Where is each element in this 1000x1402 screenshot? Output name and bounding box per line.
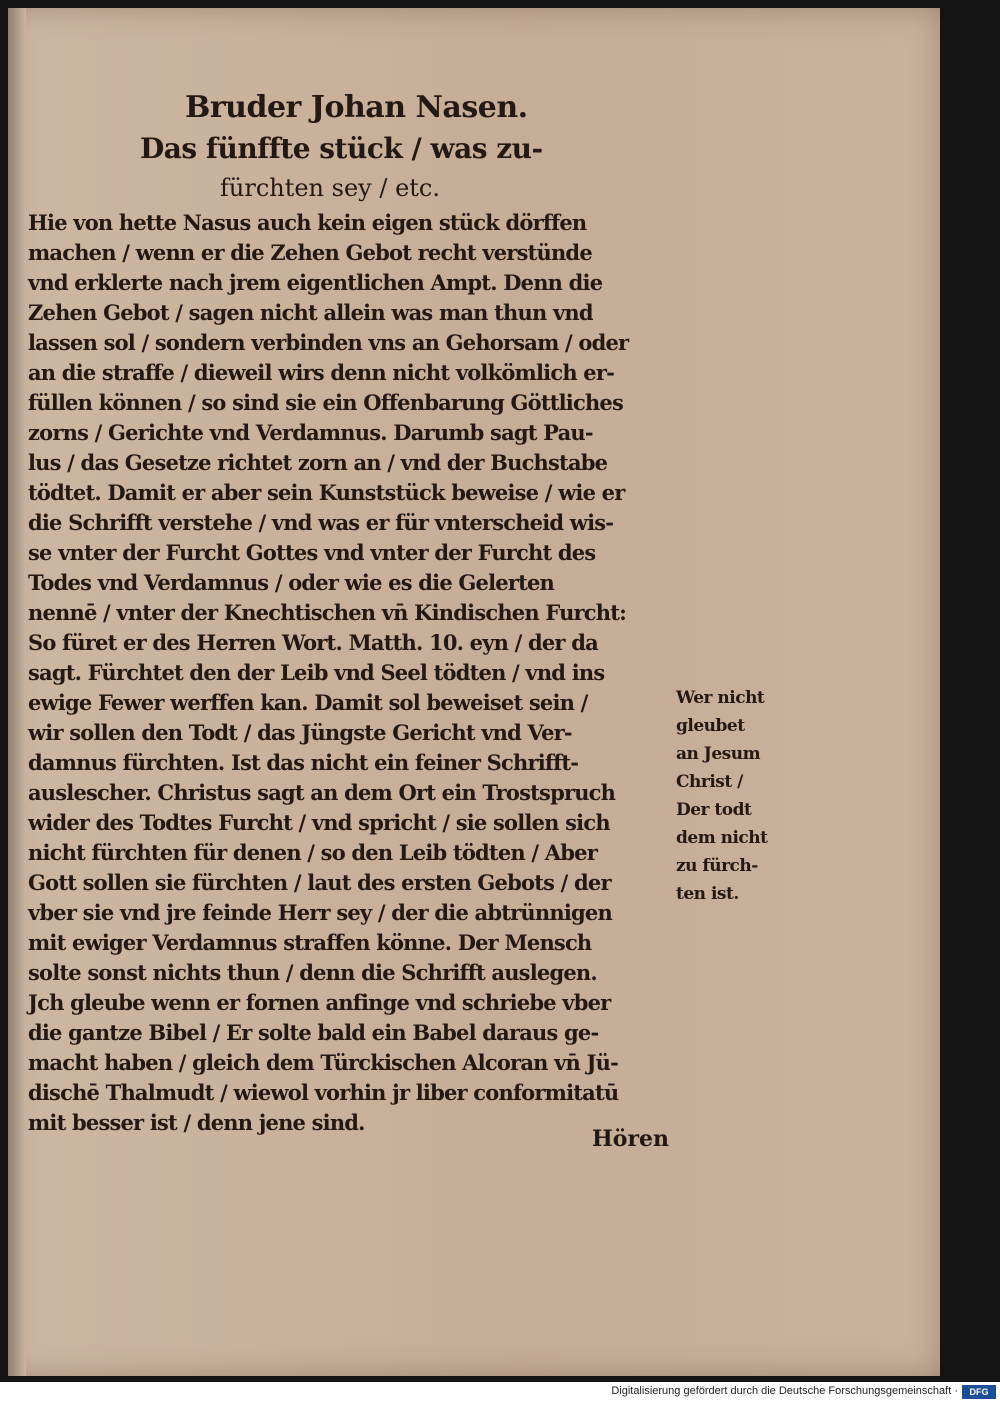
margin-note-line: gleubet [676, 716, 745, 736]
margin-note-line: an Jesum [676, 744, 761, 764]
body-line: tödtet. Damit er aber sein Kunststück beweise / wie er [28, 480, 625, 505]
body-line: sagt. Fürchtet den der Leib vnd Seel tödten / vnd ins [28, 660, 605, 685]
body-line: ewige Fewer werffen kan. Damit sol beweiset sein / [28, 690, 588, 715]
body-line: machen / wenn er die Zehen Gebot recht verstünde [28, 240, 592, 265]
section-heading-line-1: Das fünffte stück / was zu- [140, 132, 543, 165]
section-heading-line-2: fürchten sey / etc. [220, 174, 440, 202]
body-line: damnus fürchten. Ist das nicht ein feiner Schrifft- [28, 750, 579, 775]
margin-note-line: dem nicht [676, 828, 768, 848]
body-line: füllen können / so sind sie ein Offenbarung Göttliches [28, 390, 624, 415]
margin-note-line: Der todt [676, 800, 752, 820]
body-line: So füret er des Herren Wort. Matth. 10. eyn / der da [28, 630, 598, 655]
page-gutter-edge [8, 8, 26, 1376]
body-line: nicht fürchten für denen / so den Leib tödten / Aber [28, 840, 597, 865]
body-line: vnd erklerte nach jrem eigentlichen Ampt. Denn die [28, 270, 603, 295]
body-line: vber sie vnd jre feinde Herr sey / der die abtrünnigen [28, 900, 612, 925]
body-line: se vnter der Furcht Gottes vnd vnter der Furcht des [28, 540, 596, 565]
catchword: Hören [592, 1126, 670, 1152]
body-line: Hie von hette Nasus auch kein eigen stück dörffen [28, 210, 587, 235]
body-line: mit ewiger Verdamnus straffen könne. Der Mensch [28, 930, 592, 955]
margin-note-line: zu fürch- [676, 856, 758, 876]
body-line: nennē / vnter der Knechtischen vn̄ Kindischen Furcht: [28, 600, 627, 625]
funding-footer [0, 1382, 1000, 1402]
body-line: macht haben / gleich dem Türckischen Alcoran vn̄ Jü- [28, 1050, 619, 1075]
margin-note-line: Wer nicht [676, 688, 765, 708]
funding-notice: Digitalisierung gefördert durch die Deutsche Forschungsgemeinschaft · [611, 1385, 958, 1397]
running-header: Bruder Johan Nasen. [185, 90, 528, 125]
body-line: zorns / Gerichte vnd Verdamnus. Darumb sagt Pau- [28, 420, 593, 445]
body-line: Gott sollen sie fürchten / laut des ersten Gebots / der [28, 870, 611, 895]
body-line: Zehen Gebot / sagen nicht allein was man thun vnd [28, 300, 593, 325]
body-line: lus / das Gesetze richtet zorn an / vnd der Buchstabe [28, 450, 608, 475]
body-line: wider des Todtes Furcht / vnd spricht / sie sollen sich [28, 810, 610, 835]
body-line: die Schrifft verstehe / vnd was er für vnterscheid wis- [28, 510, 614, 535]
body-line: Jch gleube wenn er fornen anfinge vnd schriebe vber [28, 990, 611, 1015]
body-line: die gantze Bibel / Er solte bald ein Babel daraus ge- [28, 1020, 599, 1045]
body-line: lassen sol / sondern verbinden vns an Gehorsam / oder [28, 330, 629, 355]
body-line: an die straffe / dieweil wirs denn nicht volkömlich er- [28, 360, 615, 385]
body-line: dischē Thalmudt / wiewol vorhin jr liber conformitatū [28, 1080, 619, 1105]
margin-note-line: ten ist. [676, 884, 739, 904]
body-line: mit besser ist / denn jene sind. [28, 1110, 365, 1135]
body-line: Todes vnd Verdamnus / oder wie es die Gelerten [28, 570, 555, 595]
margin-note-line: Christ / [676, 772, 743, 792]
dfg-logo: DFG [962, 1385, 996, 1399]
body-line: auslescher. Christus sagt an dem Ort ein Trostspruch [28, 780, 616, 805]
body-line: solte sonst nichts thun / denn die Schrifft auslegen. [28, 960, 597, 985]
body-line: wir sollen den Todt / das Jüngste Gericht vnd Ver- [28, 720, 572, 745]
